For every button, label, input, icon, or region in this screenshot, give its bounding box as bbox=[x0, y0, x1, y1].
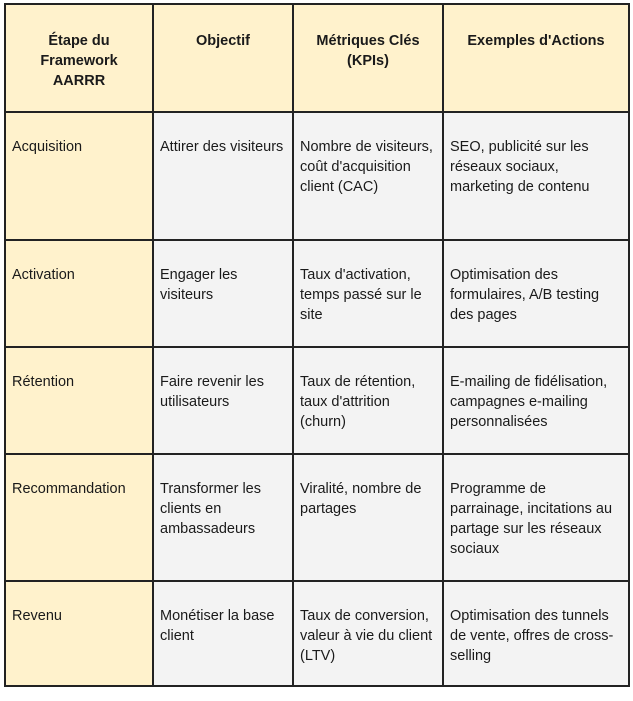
kpis-text: Nombre de visiteurs, coût d'acquisition client (CAC) bbox=[300, 139, 433, 195]
stage-name: Revenu bbox=[12, 608, 62, 624]
table-row bbox=[5, 347, 629, 454]
stage-name: Acquisition bbox=[12, 139, 83, 155]
actions-text: Optimisation des tunnels de vente, offres de cross-selling bbox=[450, 608, 614, 664]
stage-name: Activation bbox=[12, 267, 75, 283]
table-row bbox=[5, 581, 629, 686]
kpis-cell bbox=[293, 581, 443, 686]
objective-cell bbox=[153, 454, 293, 581]
objective-text: Engager les visiteurs bbox=[160, 267, 238, 303]
actions-cell bbox=[443, 240, 629, 347]
objective-text: Monétiser la base client bbox=[160, 608, 275, 644]
kpis-cell bbox=[293, 347, 443, 454]
objective-text: Transformer les clients en ambassadeurs bbox=[160, 481, 261, 537]
kpis-cell bbox=[293, 240, 443, 347]
header-stage bbox=[5, 4, 153, 112]
table-row bbox=[5, 112, 629, 240]
header-actions bbox=[443, 4, 629, 112]
header-objective bbox=[153, 4, 293, 112]
actions-text: SEO, publicité sur les réseaux sociaux, marketing de contenu bbox=[450, 139, 590, 195]
actions-text: Optimisation des formulaires, A/B testing des pages bbox=[450, 267, 600, 323]
actions-text: E-mailing de fidélisation, campagnes e-mailing personnalisées bbox=[450, 374, 608, 430]
stage-name: Rétention bbox=[12, 374, 75, 390]
header-row bbox=[5, 4, 629, 112]
kpis-text: Viralité, nombre de partages bbox=[300, 481, 422, 517]
kpis-cell bbox=[293, 454, 443, 581]
header-kpis-label: Métriques Clés (KPIs) bbox=[316, 33, 420, 69]
header-objective-label: Objectif bbox=[196, 33, 250, 49]
actions-cell bbox=[443, 112, 629, 240]
objective-cell bbox=[153, 347, 293, 454]
actions-cell bbox=[443, 581, 629, 686]
actions-text: Programme de parrainage, incitations au partage sur les réseaux sociaux bbox=[450, 481, 613, 557]
header-actions-label: Exemples d'Actions bbox=[467, 33, 605, 49]
stage-name: Recommandation bbox=[12, 481, 126, 497]
objective-text: Faire revenir les utilisateurs bbox=[160, 374, 264, 410]
header-kpis bbox=[293, 4, 443, 112]
kpis-text: Taux de conversion, valeur à vie du client (LTV) bbox=[300, 608, 433, 664]
objective-cell bbox=[153, 581, 293, 686]
objective-text: Attirer des visiteurs bbox=[160, 139, 284, 155]
actions-cell bbox=[443, 347, 629, 454]
objective-cell bbox=[153, 240, 293, 347]
stage-cell bbox=[5, 112, 153, 240]
stage-cell bbox=[5, 581, 153, 686]
objective-cell bbox=[153, 112, 293, 240]
actions-cell bbox=[443, 454, 629, 581]
table-row bbox=[5, 240, 629, 347]
table-row bbox=[5, 454, 629, 581]
stage-cell bbox=[5, 347, 153, 454]
stage-cell bbox=[5, 240, 153, 347]
kpis-text: Taux de rétention, taux d'attrition (churn) bbox=[300, 374, 416, 430]
kpis-text: Taux d'activation, temps passé sur le site bbox=[300, 267, 422, 323]
header-stage-label: Étape du Framework AARRR bbox=[40, 33, 118, 89]
stage-cell bbox=[5, 454, 153, 581]
aarrr-framework-table bbox=[4, 3, 630, 687]
kpis-cell bbox=[293, 112, 443, 240]
